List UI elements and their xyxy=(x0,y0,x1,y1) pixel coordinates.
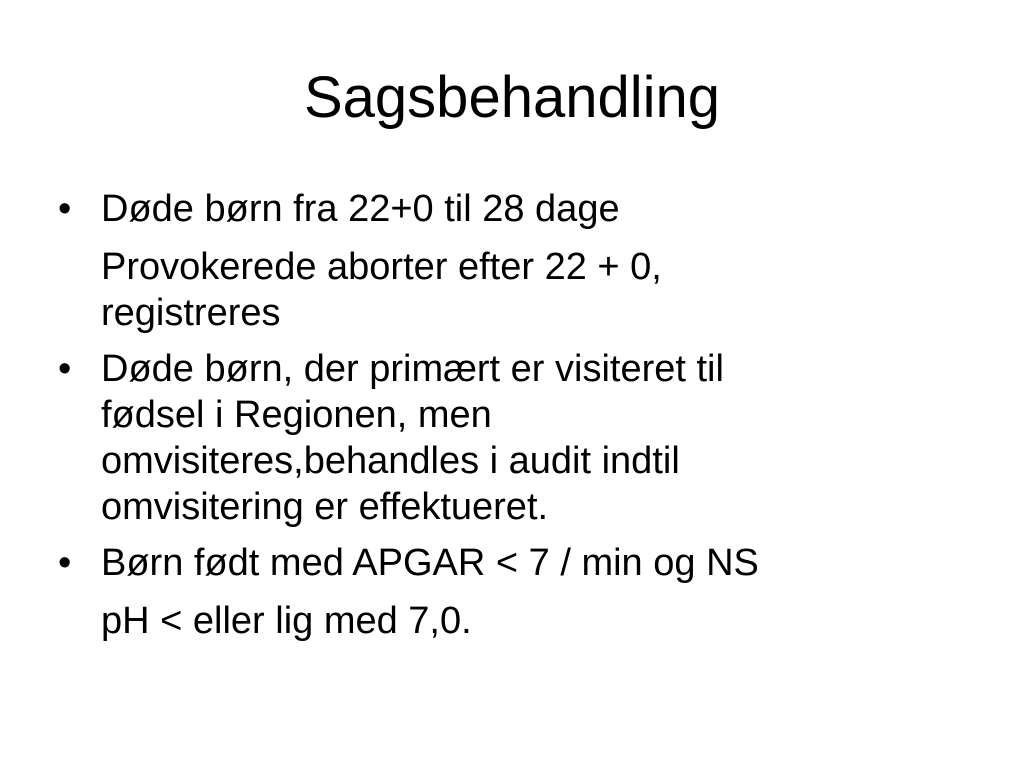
bullet-line: Provokerede aborter efter 22 + 0, xyxy=(101,246,662,288)
bullet-marker: • xyxy=(58,348,72,390)
bullet-item-3 xyxy=(58,540,978,644)
bullet-list xyxy=(58,186,978,654)
slide-title: Sagsbehandling xyxy=(303,65,721,130)
bullet-line: Døde børn, der primært er visiteret til xyxy=(101,348,724,390)
bullet-line: omvisiteres,behandles i audit indtil xyxy=(101,440,680,482)
bullet-line: Børn født med APGAR < 7 / min og NS xyxy=(101,542,759,584)
bullet-item-1 xyxy=(58,186,978,336)
bullet-item-2 xyxy=(58,346,978,530)
bullet-line: pH < eller lig med 7,0. xyxy=(101,600,472,642)
bullet-line: Døde børn fra 22+0 til 28 dage xyxy=(101,188,620,230)
bullet-line: registreres xyxy=(101,292,281,334)
bullet-marker: • xyxy=(58,188,72,230)
bullet-line: omvisitering er effektueret. xyxy=(101,486,549,528)
bullet-line: fødsel i Regionen, men xyxy=(101,394,492,436)
bullet-marker: • xyxy=(58,542,72,584)
